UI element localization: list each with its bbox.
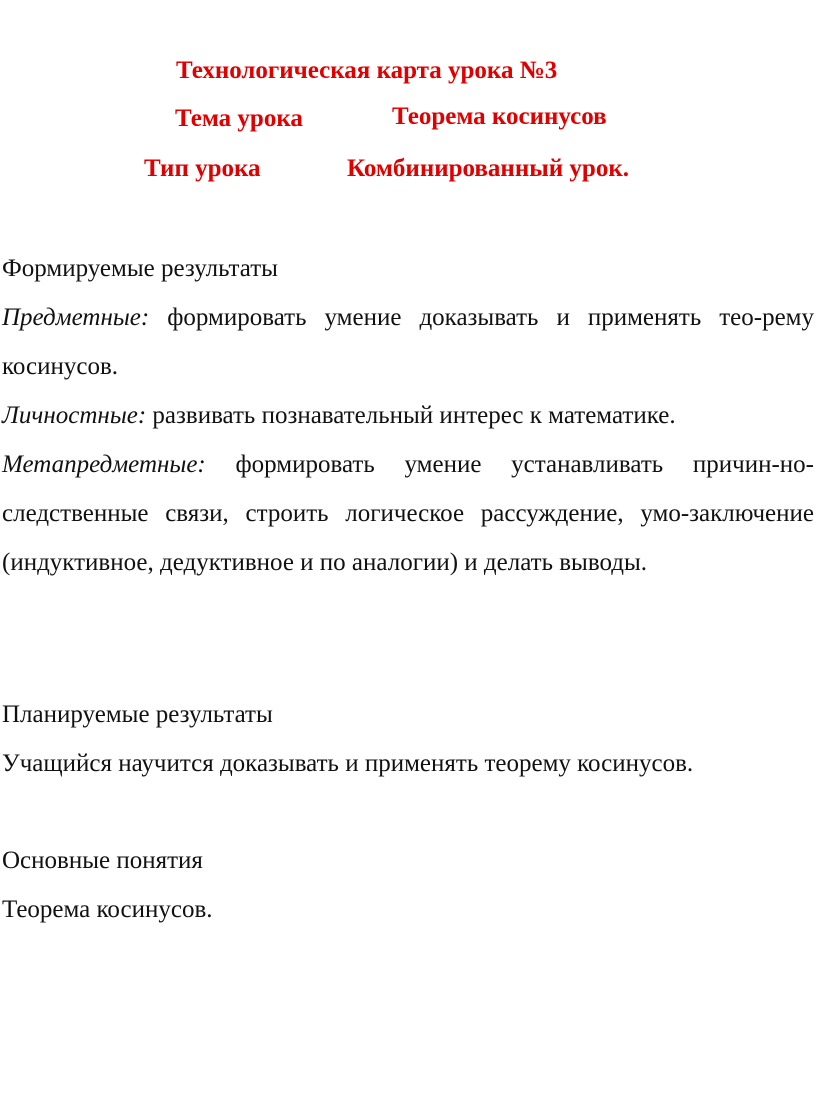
formed-results-heading: Формируемые результаты — [2, 255, 278, 282]
meta-results-text: формировать умение устанавливать причин-но-следственные связи, строить логическое рассуждение, умо-заключение (индуктивное, дедуктивное и по аналогии) и делать выводы. — [2, 451, 814, 576]
meta-results-label: Метапредметные: — [2, 451, 206, 478]
subject-results-text: формировать умение доказывать и применять тео-рему косинусов. — [2, 304, 814, 380]
subject-results-label: Предметные: — [2, 304, 150, 331]
lesson-type-value: Комбинированный урок. — [347, 155, 629, 182]
key-concepts-text: Теорема косинусов. — [2, 896, 213, 923]
lesson-type-label: Тип урока — [144, 155, 261, 182]
formed-results-section — [2, 244, 814, 587]
lesson-map-title: Технологическая карта урока №3 — [176, 57, 558, 84]
planned-results-heading: Планируемые результаты — [2, 701, 273, 728]
subject-results-paragraph — [2, 293, 814, 391]
personal-results-paragraph — [2, 391, 814, 440]
personal-results-label: Личностные: — [2, 402, 147, 429]
personal-results-text: развивать познавательный интерес к математике. — [152, 402, 676, 429]
key-concepts-section — [2, 836, 814, 934]
topic-value: Теорема косинусов — [392, 103, 607, 130]
meta-results-paragraph — [2, 440, 814, 587]
planned-results-section — [2, 690, 814, 788]
planned-results-text: Учащийся научится доказывать и применять теорему косинусов. — [2, 750, 694, 777]
key-concepts-heading: Основные понятия — [2, 847, 203, 874]
topic-label: Тема урока — [175, 105, 303, 132]
